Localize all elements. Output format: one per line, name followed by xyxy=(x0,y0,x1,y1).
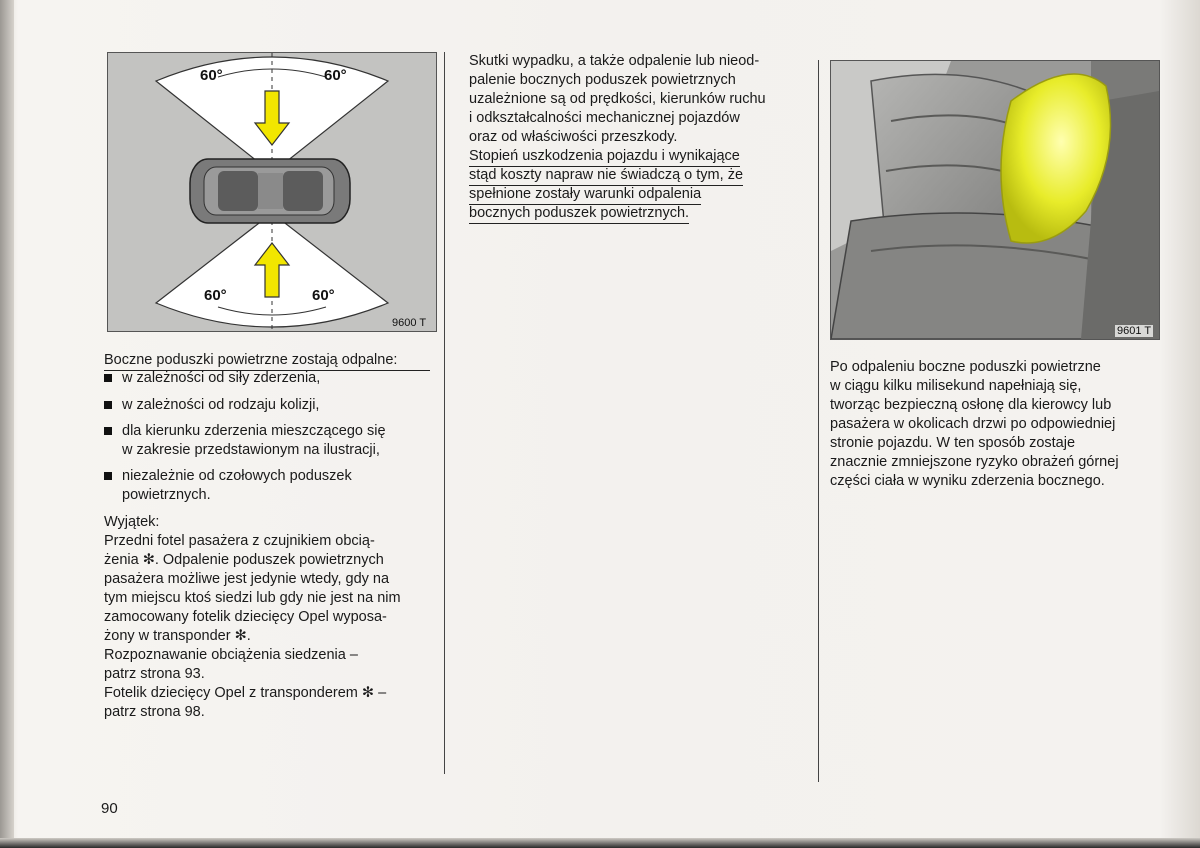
side-airbag-zone-diagram xyxy=(107,52,437,332)
exception-paragraph: Przedni fotel pasażera z czujnikiem obcią- żenia ✻. Odpalenie poduszek powietrznych pasażera możliwe jest jedynie wtedy, gdy na tym miejscu ktoś siedzi lub gdy nie jest na nim zamocowany fotelik dziecięcy Opel wyposa- żony w transponder ✻. Rozpoznawanie obciążenia siedzenia – patrz strona 93. Fotelik dziecięcy Opel z transponderem ✻ – patrz strona 98. xyxy=(104,533,401,720)
book-spine xyxy=(0,0,14,848)
bullet-square-icon xyxy=(104,401,112,409)
manual-page: 60° 60° 60° 60° 9600 T Boczne poduszki powietrzne zostają odpalne: w zależności od siły zderzenia, w zależności od rodzaju kolizji, dla kierunku zderzenia mieszczącego się w zakresie przedstawionym na ilustracji, niezależnie od czołowych poduszek powietrznych. Wyjątek: Przedni fotel pasażera z czujnikiem obcią- żenia ✻. Odpalenie poduszek powietrznych pasażera możliwe jest jedynie wtedy, gdy na tym miejscu ktoś siedzi lub gdy nie jest na nim zamocowany fotelik dziecięcy Opel wyposa- żony w transponder ✻. Rozpoznawanie obciążenia siedzenia – patrz strona 93. Fotelik dziecięcy Opel z transponderem ✻ – patrz strona 98. Skutki wypadku, a także odpalenie lub nieod- palenie bocznych poduszek powietrznych uzależnione są od prędkości, kierunków ruchu i odkształcalności mechanicznej pojazdów oraz od właściwości przeszkody. Stopień uszkodzenia pojazdu i wynikające stąd koszty napraw nie świadczą o tym, że spełnione zostały warunki odpalenia bocznych poduszek powietrznych. 9601 T Po odpaleniu boczne poduszki powietrzne w ciągu kilku milisekund napełniają się, tworząc bezpieczną osłonę dla kierowcy lub pasażera w okolicach drzwi po odpowiedniej stronie pojazdu. W ten sposób zostaje znacznie zmniejszone ryzyko obrażeń górnej części ciała w wyniku zderzenia bocznego. 90 xyxy=(0,0,1200,848)
figure-code: 9600 T xyxy=(392,317,427,329)
bullet-square-icon xyxy=(104,472,112,480)
exception-label: Wyjątek: xyxy=(104,514,160,530)
right-paragraph: Po odpaleniu boczne poduszki powietrzne w ciągu kilku milisekund napełniają się, tworząc bezpieczną osłonę dla kierowcy lub pasażera w okolicach drzwi po odpowiedniej stronie pojazdu. W ten sposób zostaje znacznie zmniejszone ryzyko obrażeń górnej części ciała w wyniku zderzenia bocznego. xyxy=(830,359,1119,489)
angle-label-top-left: 60° xyxy=(200,67,223,84)
underlined-line: bocznych poduszek powietrznych. xyxy=(469,204,766,223)
angle-label-bottom-left: 60° xyxy=(204,287,227,304)
page-bottom-edge xyxy=(0,838,1200,848)
angle-label-top-right: 60° xyxy=(324,67,347,84)
middle-paragraph: Skutki wypadku, a także odpalenie lub nieod- palenie bocznych poduszek powietrznych uzależnione są od prędkości, kierunków ruchu i odkształcalności mechanicznej pojazdów oraz od właściwości przeszkody. Stopień uszkodzenia pojazdu i wynikające stąd koszty napraw nie świadczą o tym, że spełnione zostały warunki odpalenia bocznych poduszek powietrznych. xyxy=(469,52,766,223)
angle-label-bottom-right: 60° xyxy=(312,287,335,304)
bullet-square-icon xyxy=(104,374,112,382)
column-divider xyxy=(444,52,445,774)
bullet-square-icon xyxy=(104,427,112,435)
underlined-line: stąd koszty napraw nie świadczą o tym, że xyxy=(469,166,766,185)
underlined-line: Stopień uszkodzenia pojazdu i wynikające xyxy=(469,147,766,166)
page-number: 90 xyxy=(101,800,118,817)
left-heading xyxy=(104,351,430,371)
seat-illustration xyxy=(831,61,1159,339)
show-through-text xyxy=(470,300,474,319)
diagram-graphic xyxy=(108,53,436,331)
section-heading: Boczne poduszki powietrzne zostają odpalne: xyxy=(104,351,430,371)
underlined-line: spełnione zostały warunki odpalenia xyxy=(469,185,766,204)
column-divider xyxy=(818,60,819,782)
figure-code: 9601 T xyxy=(1117,325,1152,337)
seat-airbag-photo xyxy=(830,60,1160,340)
